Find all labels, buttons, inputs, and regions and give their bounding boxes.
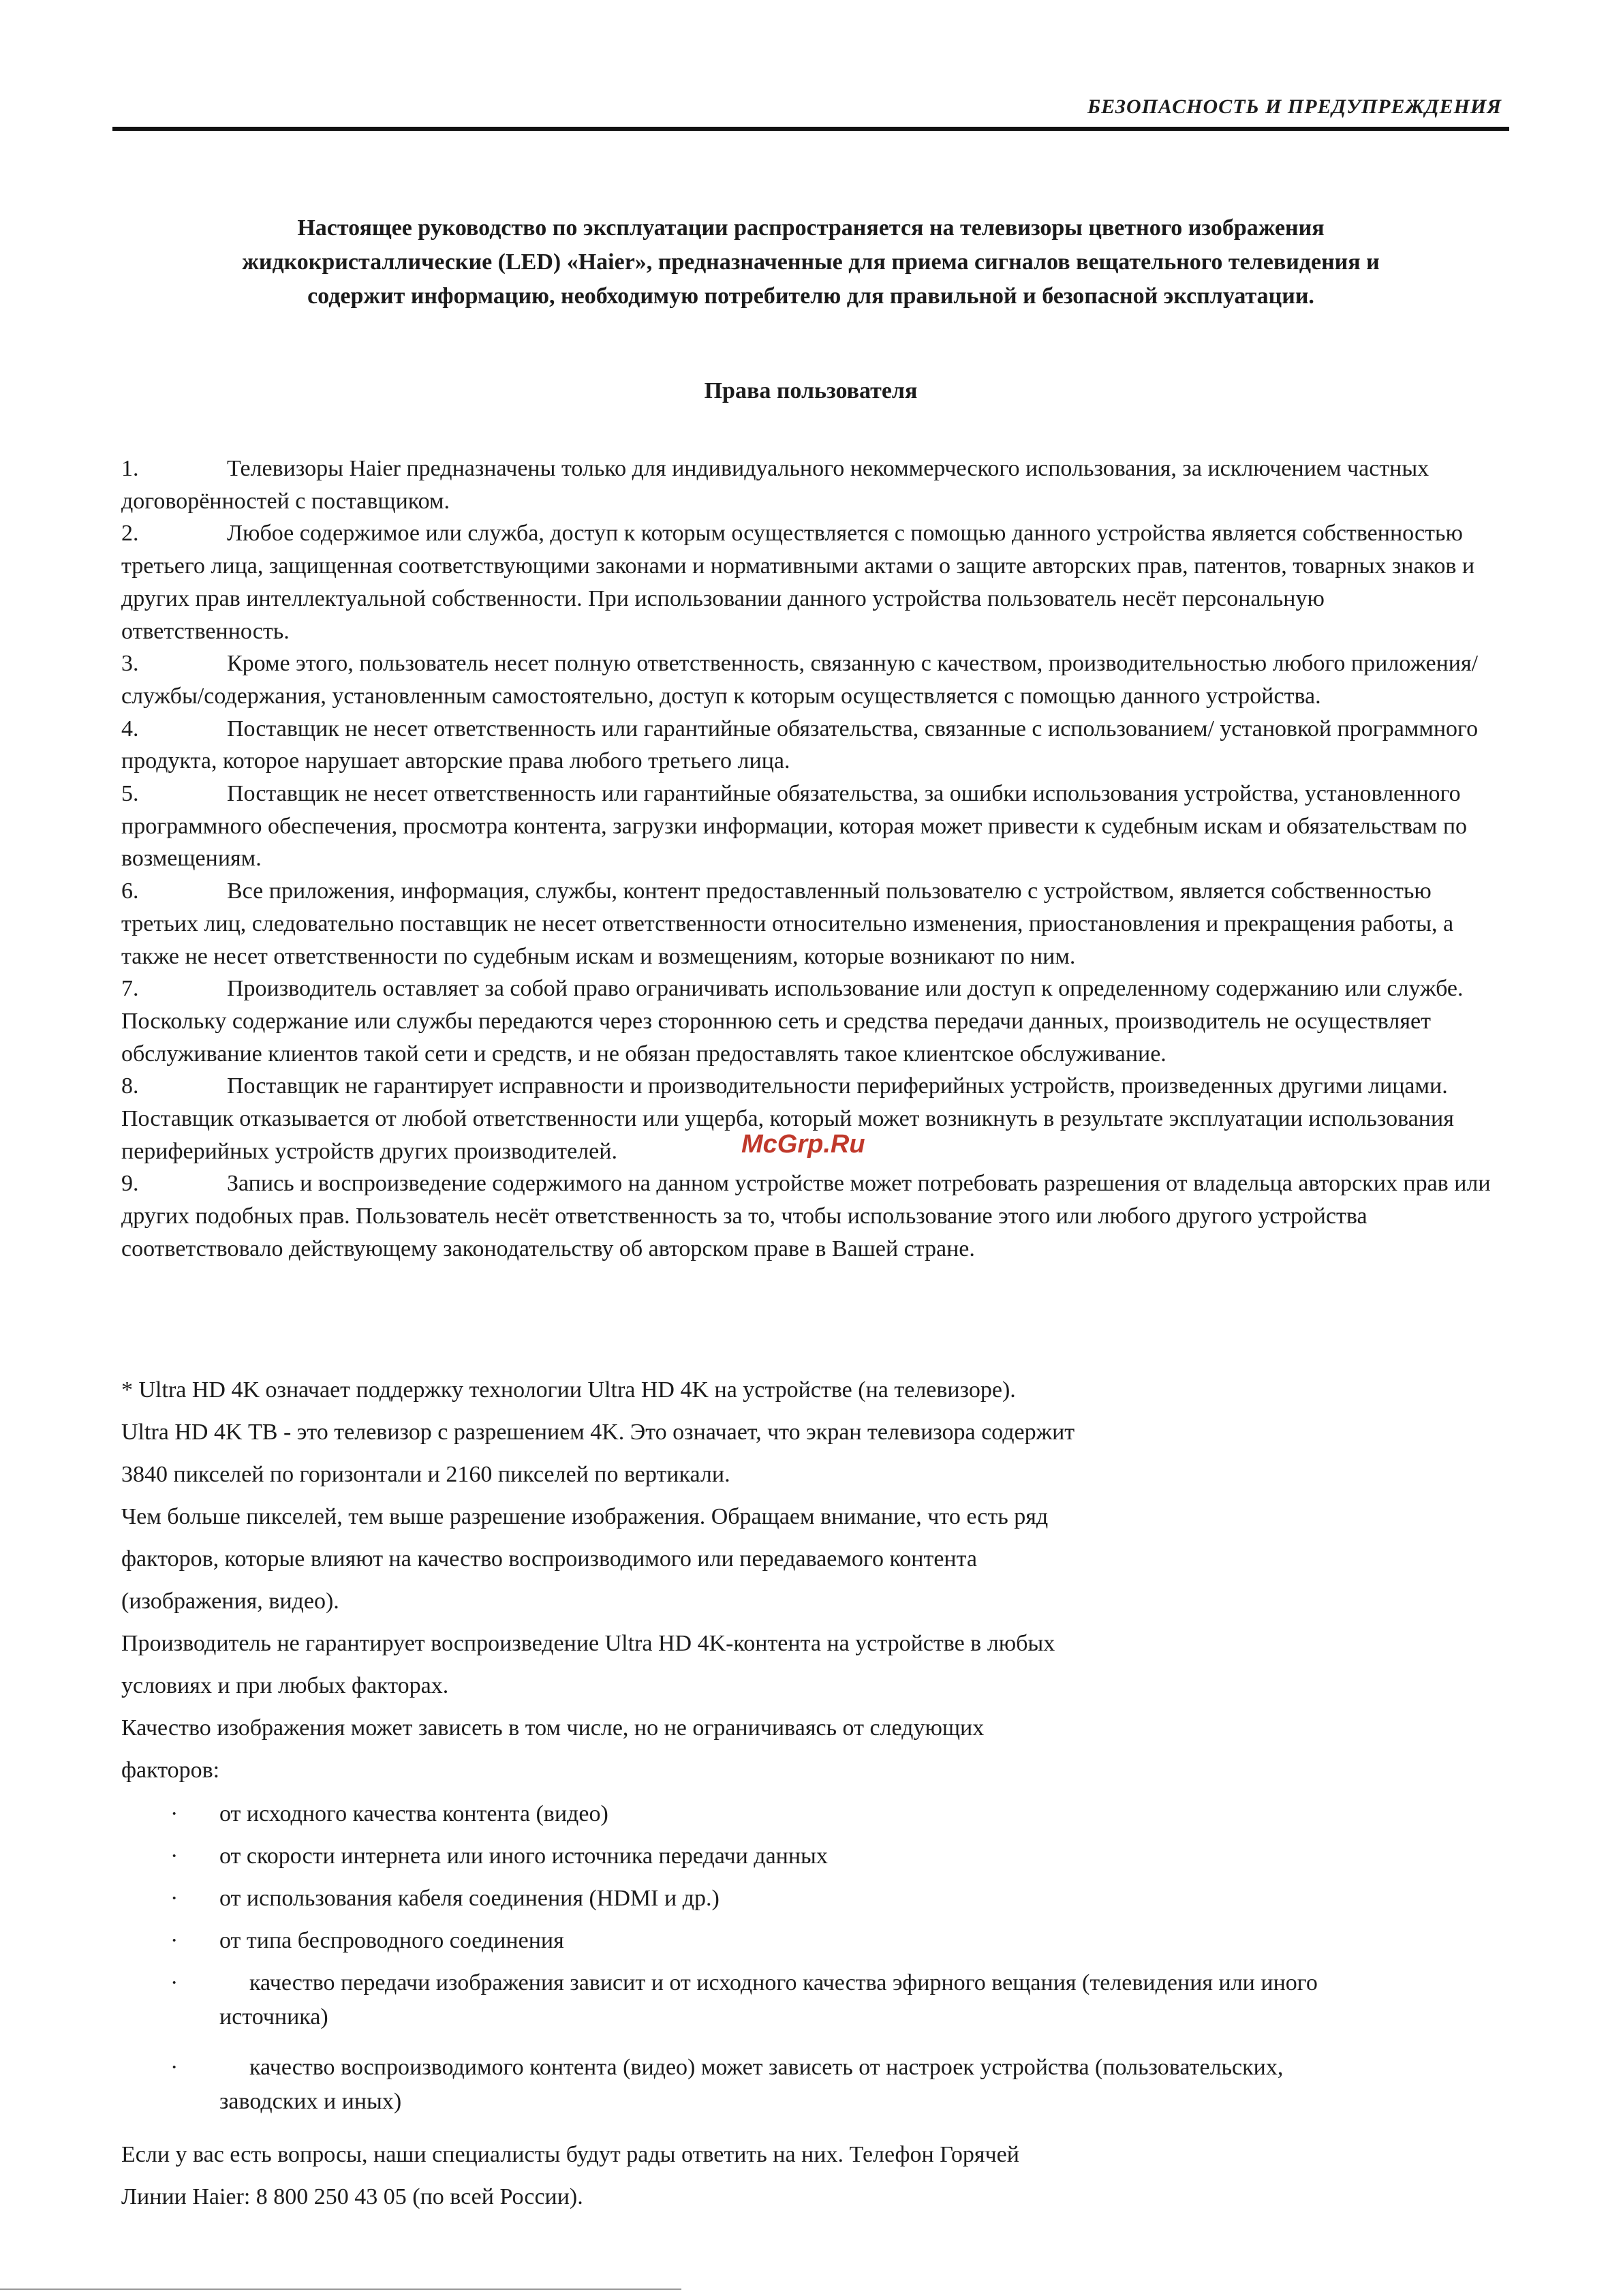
ultra-hd-line: условиях и при любых факторах. <box>121 1673 449 1698</box>
rights-item-text: Производитель оставляет за собой право ограничивать использование или доступ к определенному содержанию или службе. Поскольку содержание или службы передаются через стороннюю сеть и средства передачи данных, производитель не осуществляет обслуживание клиентов такой сети и средств, и не обязан предоставлять такое клиентское обслуживание. <box>121 976 1464 1067</box>
contact-section <box>121 2138 1498 2222</box>
bullet-marker: · <box>170 1801 179 1826</box>
rights-item-text: Любое содержимое или служба, доступ к которым осуществляется с помощью данного устройства является собственностью третьего лица, защищенная соответствующими законами и нормативными актами о защите авторских прав, патентов, товарных знаков и других прав интеллектуальной собственности. При использовании данного устройства пользователь несёт персональную ответственность. <box>121 521 1475 644</box>
rights-item <box>121 713 1498 778</box>
rights-item-text: Поставщик не гарантирует исправности и производительности периферийных устройств, произведенных другими лицами. Поставщик отказывается от любой ответственности или ущерба, который может возникнуть в результате эксплуатации использования периферийных устройств других производителей. <box>121 1073 1454 1164</box>
rights-item-number: 2. <box>121 521 139 547</box>
rights-item <box>121 453 1498 517</box>
rights-item-number: 4. <box>121 716 139 741</box>
ultra-hd-line: Чем больше пикселей, тем выше разрешение изображения. Обращаем внимание, что есть ряд <box>121 1504 1049 1529</box>
rights-item <box>121 647 1498 712</box>
list-item <box>121 1797 1498 1839</box>
rights-item <box>121 875 1498 973</box>
watermark-text: McGrp.Ru <box>741 1130 865 1159</box>
rights-item-text: Поставщик не несет ответственность или гарантийные обязательства, за ошибки использования устройства, установленного программного обеспечения, просмотра контента, загрузки информации, которая может привести к судебным искам и обязательствам по возмещениям. <box>121 781 1468 872</box>
ultra-hd-line: Производитель не гарантирует воспроизведение Ultra HD 4K-контента на устройстве в любых <box>121 1631 1055 1656</box>
ultra-hd-line: Качество изображения может зависеть в том числе, но не ограничиваясь от следующих <box>121 1715 985 1741</box>
bullet-marker: · <box>170 2055 179 2080</box>
ultra-hd-line: 3840 пикселей по горизонтали и 2160 пикселей по вертикали. <box>121 1462 730 1487</box>
rights-item-number: 9. <box>121 1171 139 1197</box>
list-item-text: качество передачи изображения зависит и от исходного качества эфирного вещания (телевидения или иного источника) <box>219 1970 1318 2030</box>
header-divider <box>112 127 1509 131</box>
list-item-text: от исходного качества контента (видео) <box>219 1801 608 1826</box>
rights-item <box>121 1167 1498 1265</box>
bullet-marker: · <box>170 1886 179 1911</box>
list-item-text: качество воспроизводимого контента (видео) может зависеть от настроек устройства (пользовательских, заводских и иных) <box>219 2055 1284 2114</box>
rights-item-number: 3. <box>121 651 139 677</box>
section-header-title: БЕЗОПАСНОСТЬ И ПРЕДУПРЕЖДЕНИЯ <box>1087 95 1502 118</box>
ultra-hd-line: * Ultra HD 4K означает поддержку технологии Ultra HD 4K на устройстве (на телевизоре). <box>121 1377 1016 1403</box>
rights-item-text: Запись и воспроизведение содержимого на данном устройстве может потребовать разрешения от владельца авторских прав или других подобных прав. Пользователь несёт ответственность за то, чтобы использование этого или любого другого устройства соответствовало действующему законодательству об авторском праве в Вашей стране. <box>121 1171 1491 1261</box>
list-item <box>121 1839 1498 1882</box>
bullet-marker: · <box>170 1970 179 1995</box>
rights-item-text: Кроме этого, пользователь несет полную ответственность, связанную с качеством, производительностью любого приложения/службы/содержания, установленным самостоятельно, доступ к которым осуществляется с помощью данного устройства. <box>121 651 1479 709</box>
ultra-hd-section <box>121 1373 1498 1796</box>
rights-item-number: 1. <box>121 456 139 481</box>
bullet-marker: · <box>170 1928 179 1953</box>
intro-line: содержит информацию, необходимую потребителю для правильной и безопасной эксплуатации. <box>307 284 1314 309</box>
ultra-hd-line: Ultra HD 4K ТВ - это телевизор с разрешением 4K. Это означает, что экран телевизора содержит <box>121 1420 1075 1445</box>
intro-paragraph <box>116 211 1506 313</box>
rights-item-number: 5. <box>121 781 139 807</box>
list-item <box>121 2051 1498 2135</box>
list-item <box>121 1882 1498 1924</box>
rights-item <box>121 778 1498 875</box>
intro-line: жидкокристаллические (LED) «Haier», предназначенные для приема сигналов вещательного телевидения и <box>242 249 1380 275</box>
rights-item-text: Все приложения, информация, службы, контент предоставленный пользователю с устройством, является собственностью третьих лиц, следовательно поставщик не несет ответственности относительно изменения, приостановления и прекращения работы, а также не несет ответственности по судебным искам и возмещениям, которые возникают по ним. <box>121 878 1454 969</box>
ultra-hd-line: (изображения, видео). <box>121 1589 339 1614</box>
list-item-text: от типа беспроводного соединения <box>219 1928 564 1953</box>
list-item <box>121 1924 1498 1966</box>
rights-item-text: Телевизоры Haier предназначены только для индивидуального некоммерческого использования, за исключением частных договорённостей с поставщиком. <box>121 456 1429 514</box>
list-item <box>121 1966 1498 2051</box>
rights-item-number: 7. <box>121 976 139 1002</box>
intro-line: Настоящее руководство по эксплуатации распространяется на телевизоры цветного изображения <box>297 215 1325 241</box>
quality-factors-list <box>121 1797 1498 2135</box>
rights-item-text: Поставщик не несет ответственность или гарантийные обязательства, связанные с использованием/ установкой программного продукта, которое нарушает авторские права любого третьего лица. <box>121 716 1479 774</box>
section-title: Права пользователя <box>704 378 918 403</box>
rights-item-number: 6. <box>121 878 139 904</box>
rights-item <box>121 973 1498 1070</box>
rights-item-number: 8. <box>121 1073 139 1099</box>
footer-divider <box>0 2289 681 2290</box>
ultra-hd-line: факторов: <box>121 1758 220 1783</box>
contact-line: Если у вас есть вопросы, наши специалисты будут рады ответить на них. Телефон Горячей <box>121 2142 1019 2167</box>
bullet-marker: · <box>170 1843 179 1869</box>
list-item-text: от скорости интернета или иного источника передачи данных <box>219 1843 828 1869</box>
contact-line: Линии Haier: 8 800 250 43 05 (по всей России). <box>121 2184 583 2209</box>
rights-item <box>121 517 1498 647</box>
ultra-hd-line: факторов, которые влияют на качество воспроизводимого или передаваемого контента <box>121 1546 977 1572</box>
list-item-text: от использования кабеля соединения (HDMI и др.) <box>219 1886 720 1911</box>
